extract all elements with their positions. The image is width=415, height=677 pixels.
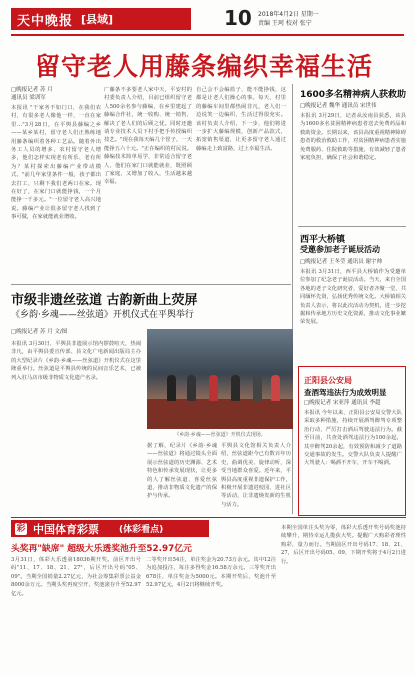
lottery-body-col3: 本期全国单注头奖为零，体彩大乐透开奖号码奖池持续攀升，期待幸运儿揽获大奖。提醒广大购彩者理性购彩，量力而行。当期前区开出号码17、18、21、27，后区开出号码05、09，下期开奖将于4月2日进行。 (281, 525, 406, 565)
photo-figure (187, 375, 196, 401)
news-zhengyang-subtitle: 查酒驾违法行为成效明显 (304, 388, 387, 397)
lottery-tag: (体彩看点) (119, 525, 164, 535)
photo-figure (271, 375, 280, 401)
lottery-body-col1: 3月31日，体彩大乐透第18036期开奖。前区开出号码"11、17、18、21、27"，后区开出号码"05、09"。当期全国销量2.27亿元，为社会筹集彩票公益金8000余万元。当期头奖再度空开，奖池滚存升至52.97亿元。 (11, 557, 141, 597)
news-1600-byline: □晚报记者 魏华 通讯员 宋世伟 (300, 103, 377, 109)
lottery-title: 中国体育彩票 (33, 522, 99, 536)
masthead (0, 0, 415, 40)
intangible-body-col1: 本报讯 3月30日，平舆县非遗展示馆内锣鼓喧天，热闹非凡，由平舆县委宣传部、县文化广电新闻出版局主办的大型纪录片《乡韵·乡魂——丝弦道》开机仪式在这里隆重举行。丝弦道是平舆县传统的民间音乐艺术，已被列入驻马店市级非物质文化遗产名录。 (11, 341, 141, 381)
ceremony-photo (147, 329, 293, 429)
divider (298, 226, 406, 227)
article1-byline-correspondent: 通讯员 梁训军 (11, 95, 46, 101)
lottery-body-col2: 二等奖开出54注，单注奖金为20.73万余元。其中12注为追加投注，每注多得奖金16.58万余元。三等奖开出678注，单注奖金为5000元。本期开奖后，奖池升至52.97亿元，4月2日将继续开奖。 (146, 557, 276, 589)
news-1600-title: 1600多名精神病人获救助 (300, 90, 407, 100)
article1-body-col3: 自己会不会编篮子，能不能挣钱，这都是让老人们操心的事。每天，村里的藤编车间里都热闹非凡，老人们一边说笑一边编织，生活过得很充实。该村负责人介绍，下一步，他们将进一步扩大藤编规模，创新产品款式，拓宽销售渠道，让更多留守老人通过藤编走上致富路，过上幸福生活。 (196, 87, 286, 152)
date-info (258, 10, 319, 28)
divider (11, 284, 291, 285)
masthead-banner (11, 8, 191, 30)
intangible-headline: 市级非遗丝弦道 古韵新曲上荧屏 (11, 293, 198, 308)
photo-stage (147, 399, 293, 429)
lottery-logo-icon: 彩 (16, 523, 26, 534)
divider (11, 517, 406, 518)
photo-figure (167, 375, 176, 401)
news-zhengyang-title: 正阳县公安局 (304, 376, 352, 385)
newspaper-logo: 天中晚报 (17, 13, 74, 29)
news-zhengyang-byline: □晚报记者 宋亚萍 通讯员 李超 (304, 400, 381, 406)
news-zhengyang-box (298, 366, 406, 516)
news-1600-body: 本报讯 3月29日，记者从汝南县获悉，该县为1600多名贫困精神病患者送去免费药品和救助资金。长期以来，该县高度重视精神障碍患者的救治救助工作，对贫困精神病患者实施免费服药、住院救助等措施，有效减轻了患者家庭负担，确保了社会和谐稳定。 (300, 113, 406, 162)
article1-body-col2: 广藤条不多要老人家中天，平安村的村委负责人介绍，目前已组织留守老人500余名参与藤编，在乡里建起了藤编合作社，统一收购、统一销售，解决了老人们的后顾之忧。同时还邀请专业技术人员下村手把手传授编织技艺。"现在我每天编几个筐子，一天能挣五六十元。"正在编织的村民说。藤编技术简单易学，非常适合留守老人，他们在家门口就能就业，既照顾了家庭，又增加了收入，生活越来越幸福。 (104, 87, 192, 186)
lottery-banner (11, 520, 209, 537)
news-xiping-subtitle: 受邀参加老子诞辰活动 (300, 245, 380, 254)
lottery-headline: 头奖再"缺席" 超级大乐透奖池升至52.97亿元 (11, 544, 192, 554)
intangible-body-col2: 据了解，纪录片《乡韵·乡魂——丝弦道》将通过镜头全面展示丝弦道的历史渊源、艺术特色和传承发展现状，让更多的人了解丝弦道、喜爱丝弦道，推动非物质文化遗产的保护与传承。 (147, 443, 217, 500)
photo-figure (209, 375, 218, 401)
main-headline: 留守老人用藤条编织幸福生活 (34, 52, 373, 81)
page-number: 10 (224, 6, 252, 30)
date-line: 2018年4月2日 星期一 (258, 11, 319, 18)
column-divider (292, 84, 293, 514)
news-xiping-body: 本报讯 3月31日，西平县大桥镇作为受邀单位参加了纪念老子诞辰活动。当天，来自全国各地的老子文化研究者、爱好者齐聚一堂，共同缅怀先贤，弘扬优秀传统文化。大桥镇相关负责人表示，将以此次活动为契机，进一步挖掘和传承地方历史文化资源，推动文化事业繁荣发展。 (300, 269, 406, 326)
photo-caption: 《乡韵·乡魂——丝弦道》开机仪式现场。 (174, 432, 266, 438)
news-xiping-title: 西平大桥镇 (300, 235, 346, 245)
editor-line: 责编 王珂 校对 张宁 (258, 20, 312, 27)
news-zhengyang-body: 本报讯 今年以来，正阳县公安局交警大队采取多种措施，持续开展酒驾醉驾专项整治行动，严厉打击酒后驾驶违法行为。截至目前，共查处酒驾违法行为100余起，其中醉驾20余起，有效预防和减少了道路交通事故的发生。交警大队负责人提醒广大驾驶人：喝酒不开车，开车不喝酒。 (304, 410, 402, 467)
photo-figure (231, 375, 240, 401)
section-name: [县域] (81, 13, 114, 26)
article1-body-col1: 本报讯 "干家务不如门口，在我们农村，有很多老人像他一样，一直在家里…"3月28日，在平舆县藤编之乡——某乡某村，留守老人们正熟练地用藤条编织着各种工艺品。随着外出务工人员的增多，农村留守老人增多，他们怎样实现老有所乐、老有所为？某村探索出藤编产业带动模式。"前几年家里条件一般，孩子都出去打工，只剩下我们老两口在家。现在好了，在家门口就能挣钱，一个月能挣一千多元。"一位留守老人高兴地说。藤编产业让很多留守老人找到了事可做，在家就能就业增收。 (11, 105, 101, 221)
photo-figure (253, 375, 262, 401)
intangible-body-col3: 平舆县文化馆相关负责人介绍，丝弦道距今已有数百年历史，曲调优美、旋律动听，深受当地群众喜爱。近年来，平舆县高度重视非遗保护工作，积极开展非遗进校园、进社区等活动，让非遗焕发新的生机与活力。 (221, 443, 291, 508)
intangible-subtitle: 《乡韵·乡魂——丝弦道》开机仪式在平舆举行 (11, 310, 194, 320)
article1-byline-reporter: □晚报记者 苏 月 (11, 87, 53, 93)
intangible-byline: □晚报记者 苏 月 文/图 (11, 329, 68, 335)
news-xiping-byline: □晚报记者 王冬莹 通讯员 谢宇帅 (300, 259, 382, 265)
article1-byline (11, 86, 101, 102)
masthead-rule (11, 34, 404, 36)
